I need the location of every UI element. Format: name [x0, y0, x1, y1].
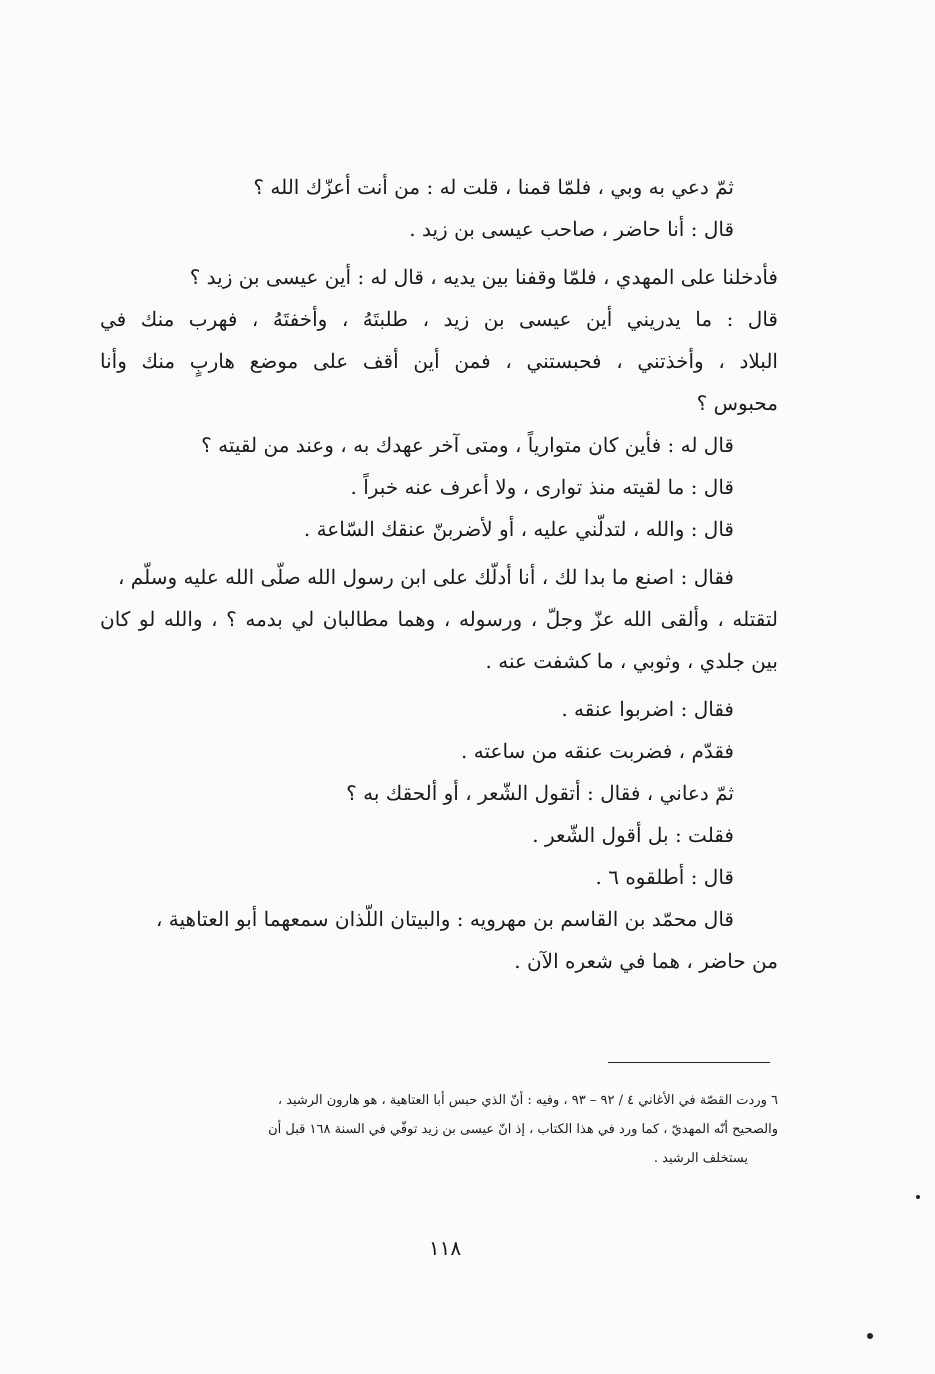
text-line: فقال : اضربوا عنقه . — [561, 697, 734, 721]
text-line: قال : ما لقيته منذ توارى ، ولا أعرف عنه خبراً . — [350, 475, 734, 499]
text-line: فقال : اصنع ما بدا لك ، أنا أدلّك على ابن رسول الله صلّى الله عليه وسلّم ، — [117, 565, 734, 589]
text-line: ثمّ دعي به وبي ، فلمّا قمنا ، قلت له : من أنت أعزّك الله ؟ — [253, 175, 734, 199]
text-line: لتقتله ، وألقى الله عزّ وجلّ ، ورسوله ، وهما مطالبان لي بدمه ؟ ، والله لو كان — [100, 607, 778, 631]
text-line: فقلت : بل أقول الشّعر . — [532, 823, 734, 847]
text-line: فأدخلنا على المهدي ، فلمّا وقفنا بين يديه ، قال له : أين عيسى بن زيد ؟ — [189, 265, 778, 289]
footnote-divider — [608, 1062, 770, 1063]
text-line: قال : ما يدريني أين عيسى بن زيد ، طلبتَهُ ، وأخفتَهُ ، فهرب منك في — [100, 307, 778, 331]
text-line: من حاضر ، هما في شعره الآن . — [514, 949, 778, 973]
text-line: البلاد ، وأخذتني ، فحبستني ، فمن أين أقف على موضع هاربٍ منك وأنا — [100, 349, 778, 373]
page-number: ١١٨ — [428, 1236, 462, 1260]
text-line: محبوس ؟ — [696, 391, 778, 415]
text-line: ثمّ دعاني ، فقال : أتقول الشّعر ، أو ألحقك به ؟ — [346, 781, 734, 805]
text-line: بين جلدي ، وثوبي ، ما كشفت عنه . — [485, 649, 778, 673]
footnote — [100, 1086, 778, 1173]
text-line: قال محمّد بن القاسم بن مهرويه : والبيتان اللّذان سمعهما أبو العتاهية ، — [155, 907, 734, 931]
footnote-line: والصحيح أنّه المهديّ ، كما ورد في هذا الكتاب ، إذ انّ عيسى بن زيد توفّي في السنة ١٦٨ قبل أن — [268, 1122, 778, 1137]
footnote-line: ٦ وردت القصّة في الأغاني ٤ / ٩٢ – ٩٣ ، وفيه : أنّ الذي حبس أبا العتاهية ، هو هارون الرشيد ، — [277, 1093, 778, 1108]
ink-speck — [867, 1333, 873, 1339]
text-line: قال : أنا حاضر ، صاحب عيسى بن زيد . — [409, 217, 734, 241]
ink-speck — [916, 1195, 920, 1199]
footnote-line: يستخلف الرشيد . — [653, 1151, 748, 1166]
body-text — [100, 166, 778, 982]
text-line: قال : والله ، لتدلّني عليه ، أو لأضربنّ عنقك السّاعة . — [303, 517, 734, 541]
text-line: قال : أطلقوه ٦ . — [595, 865, 734, 889]
text-line: قال له : فأين كان متوارياً ، ومتى آخر عهدك به ، وعند من لقيته ؟ — [201, 433, 734, 457]
text-line: فقدّم ، فضربت عنقه من ساعته . — [461, 739, 734, 763]
